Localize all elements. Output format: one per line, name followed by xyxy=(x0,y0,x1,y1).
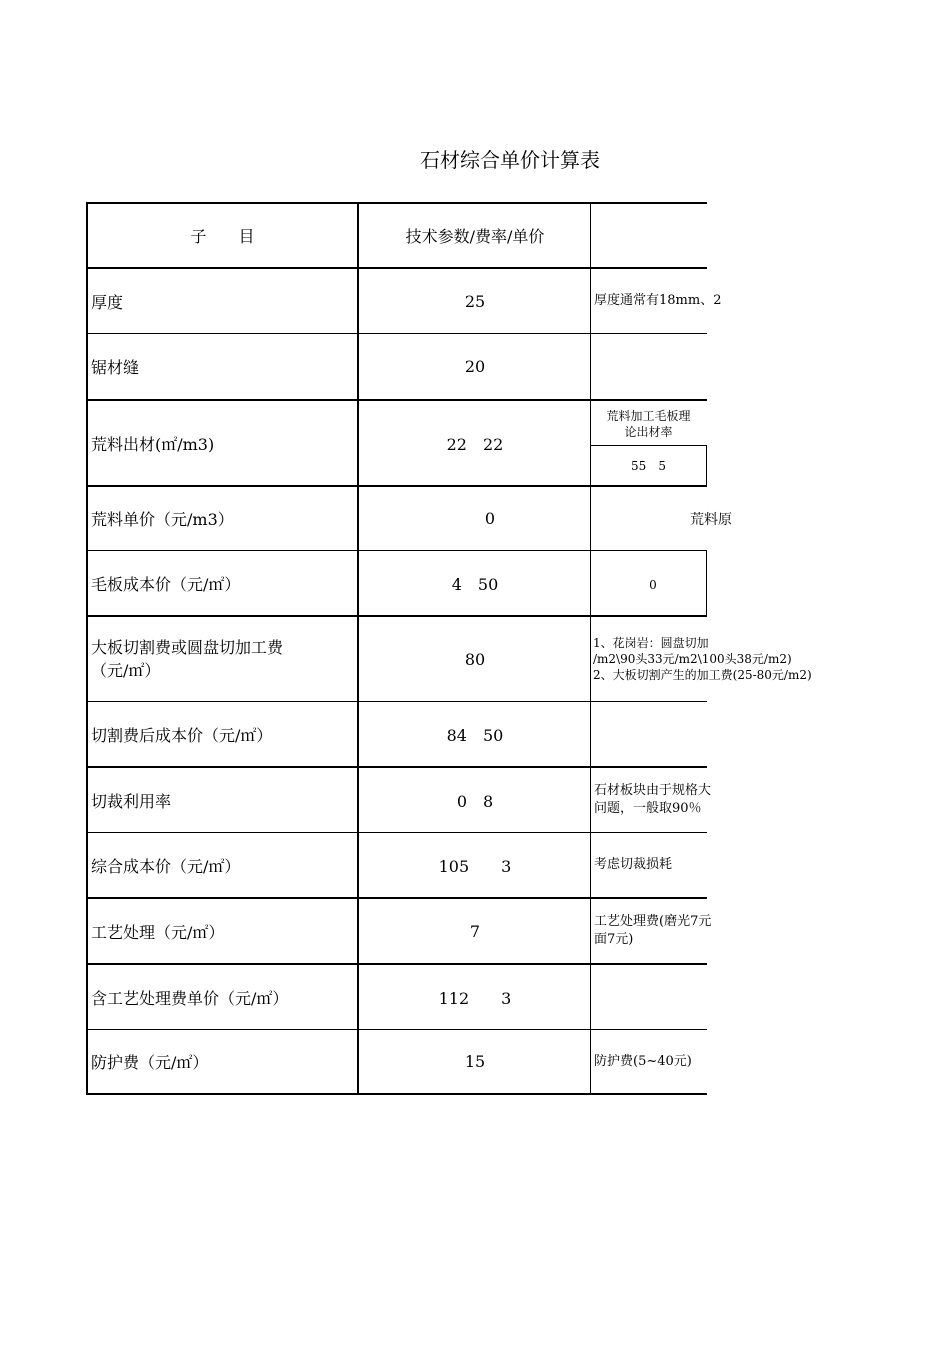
yield-rate-label-line2: 论出材率 xyxy=(624,425,673,439)
row-label-line2: （元/㎡） xyxy=(91,661,161,680)
row-value: 7 xyxy=(469,921,481,941)
row-label: 综合成本价（元/㎡） xyxy=(91,856,241,876)
row-note-line1: 工艺处理费(磨光7元 xyxy=(594,914,712,929)
row-label: 切割费后成本价（元/㎡） xyxy=(91,725,273,745)
sheet-title: 石材综合单价计算表 xyxy=(420,148,600,172)
row-label: 含工艺处理费单价（元/㎡） xyxy=(91,988,289,1008)
row-value: 20 xyxy=(464,357,486,376)
table-column-divider-2 xyxy=(590,202,591,1095)
row-note: 考虑切裁损耗 xyxy=(594,857,673,872)
row-value: 105 3 xyxy=(438,856,512,876)
row-label-line1: 大板切割费或圆盘切加工费 xyxy=(91,638,284,657)
sub-cell-border-2 xyxy=(706,550,707,616)
row-label: 荒料单价（元/m3） xyxy=(91,510,234,529)
row-value: 15 xyxy=(464,1052,486,1071)
row-value: 0 8 xyxy=(456,791,494,811)
row-value: 25 xyxy=(464,291,486,311)
header-item: 子 目 xyxy=(190,227,255,246)
row-label: 防护费（元/㎡） xyxy=(91,1053,209,1072)
row-note: 0 xyxy=(649,578,657,592)
row-value: 80 xyxy=(464,649,486,669)
row-note xyxy=(593,617,945,701)
row-label: 荒料出材(㎡/m3) xyxy=(91,434,215,454)
row-label: 工艺处理（元/㎡） xyxy=(91,922,225,942)
row-note: 荒料原 xyxy=(690,511,732,528)
row-note-line1: 石材板块由于规格大 xyxy=(594,783,712,798)
row-note-line2: 面7元) xyxy=(594,932,634,947)
row-value: 0 xyxy=(484,509,496,528)
header-param: 技术参数/费率/单价 xyxy=(405,227,545,246)
row-note-line3: 2、大板切割产生的加工费(25-80元/m2) xyxy=(593,668,812,682)
sub-cell-border xyxy=(706,445,707,486)
row-label xyxy=(91,617,356,701)
yield-rate-value: 55 5 xyxy=(631,458,666,473)
table-column-divider xyxy=(357,202,359,1095)
table-bottom-border xyxy=(86,1093,707,1095)
yield-rate-label-line1: 荒料加工毛板理 xyxy=(606,409,691,423)
row-label: 切裁利用率 xyxy=(91,791,172,811)
row-label: 锯材缝 xyxy=(91,358,140,377)
row-value: 84 50 xyxy=(446,725,504,745)
row-note-line2: 问题，一般取90％ xyxy=(594,801,702,816)
row-note: 防护费(5~40元) xyxy=(594,1053,692,1069)
row-value: 22 22 xyxy=(446,434,504,454)
table-left-border xyxy=(86,202,88,1095)
row-label: 毛板成本价（元/㎡） xyxy=(91,574,241,594)
row-label: 厚度 xyxy=(91,292,124,312)
row-value: 4 50 xyxy=(451,574,499,594)
yield-rate-label xyxy=(591,403,706,445)
row-note xyxy=(594,768,744,832)
row-value: 112 3 xyxy=(438,988,512,1008)
row-note xyxy=(594,899,744,963)
row-note: 厚度通常有18mm、2 xyxy=(594,293,722,308)
row-note-line2: /m2\90头33元/m2\100头38元/m2) xyxy=(593,652,792,666)
row-note-line1: 1、花岗岩：圆盘切加 xyxy=(593,636,709,650)
